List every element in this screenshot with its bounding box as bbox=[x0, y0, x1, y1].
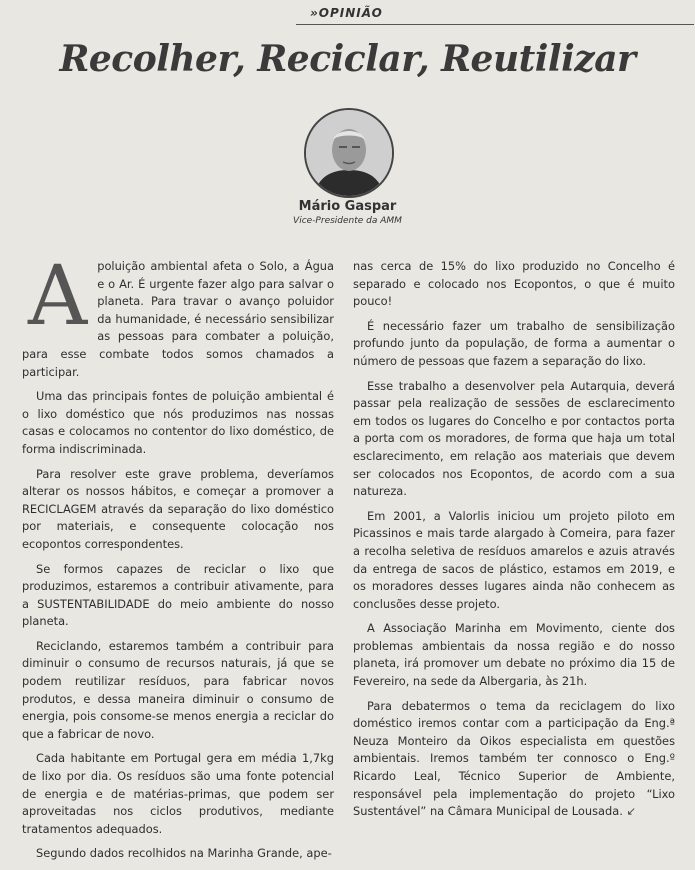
paragraph: A Associação Marinha em Movimento, ciente dos problemas ambientais da nossa região e do nosso planeta, irá promover um debate no próximo dia 15 de Fevereiro, na sede da Albergaria, às 21h. bbox=[353, 621, 675, 689]
paragraph: Esse trabalho a desenvolver pela Autarquia, deverá passar pela realização de sessões de esclarecimento em todos os lugares do Concelho e por contactos porta a porta com os moradores, de forma que haja um total esclarecimento, em relação aos materiais que devem ser colocados nos Ecopontos, de acordo com a sua natureza. bbox=[353, 378, 675, 499]
paragraph: Para resolver este grave problema, deveríamos alterar os nossos hábitos, e começar a promover a RECICLAGEM através da separação do lixo doméstico por materiais, e consequente colocação nos ecopontos correspondentes. bbox=[22, 466, 334, 551]
paragraph bbox=[22, 249, 334, 381]
paragraph-text: Para debatermos o tema da reciclagem do lixo doméstico iremos contar com a participação da Eng.ª Neuza Monteiro da Oikos especialista em questões ambientais. Iremos também ter connosco o Eng.º Ricardo Leal, Técnico Superior de Ambiente, responsável pela implementação do projeto “Lixo Sustentável” na Câmara Municipal de Lousada. bbox=[353, 698, 675, 819]
article-title: Recolher, Reciclar, Reutilizar bbox=[59, 38, 636, 80]
paragraph: Se formos capazes de reciclar o lixo que produzimos, estaremos a contribuir ativamente, para a SUSTENTABILIDADE do meio ambiente do nosso planeta. bbox=[22, 561, 334, 629]
paragraph bbox=[353, 698, 675, 821]
paragraph: Segundo dados recolhidos na Marinha Grande, ape- bbox=[36, 846, 332, 861]
article-column-left bbox=[22, 249, 334, 870]
section-label: »OPINIÃO bbox=[310, 6, 383, 20]
article-column-right bbox=[353, 258, 675, 828]
author-name: Mário Gaspar bbox=[298, 199, 397, 214]
paragraph: Reciclando, estaremos também a contribuir para diminuir o consumo de recursos naturais, já que se podem reutilizar resíduos, para fabricar novos produtos, e dessa maneira diminuir o consumo de energia, pois consome-se menos energia a reciclar do que a fabricar de novo. bbox=[22, 638, 334, 741]
paragraph-text: poluição ambiental afeta o Solo, a Água e o Ar. É urgente fazer algo para salvar o planeta. Para travar o avanço poluidor da humanidade, é necessário sensibilizar as pessoas para combater a poluição, para esse combate todos somos chamados a participar. bbox=[22, 259, 334, 379]
drop-cap: A bbox=[28, 249, 88, 344]
section-header bbox=[296, 6, 694, 25]
paragraph: Cada habitante em Portugal gera em média 1,7kg de lixo por dia. Os resíduos são uma fonte potencial de energia e de matérias-primas, que podem ser aproveitadas nos ciclos produtivos, mediante tratamentos adequados. bbox=[22, 751, 334, 836]
paragraph: É necessário fazer um trabalho de sensibilização profundo junto da população, de forma a aumentar o número de pessoas que fazem a separação do lixo. bbox=[353, 318, 675, 368]
paragraph: Uma das principais fontes de poluição ambiental é o lixo doméstico que nós produzimos nas nossas casas e colocamos no contentor do lixo doméstico, de forma indiscriminada. bbox=[22, 389, 334, 456]
paragraph: Em 2001, a Valorlis iniciou um projeto piloto em Picassinos e mais tarde alargado à Comeira, para fazer a recolha seletiva de resíduos amarelos e azuis através da entrega de sacos de plástico, estamos em 2019, e os moradores desses lugares ainda não conhecem as conclusões desse projeto. bbox=[353, 508, 675, 611]
author-role: Vice-Presidente da AMM bbox=[293, 216, 402, 226]
author-photo-icon bbox=[306, 110, 392, 196]
paragraph: nas cerca de 15% do lixo produzido no Concelho é separado e colocado nos Ecopontos, o que é muito pouco! bbox=[353, 259, 675, 309]
end-of-article-icon: ↙ bbox=[626, 804, 637, 819]
author-avatar bbox=[304, 108, 394, 198]
